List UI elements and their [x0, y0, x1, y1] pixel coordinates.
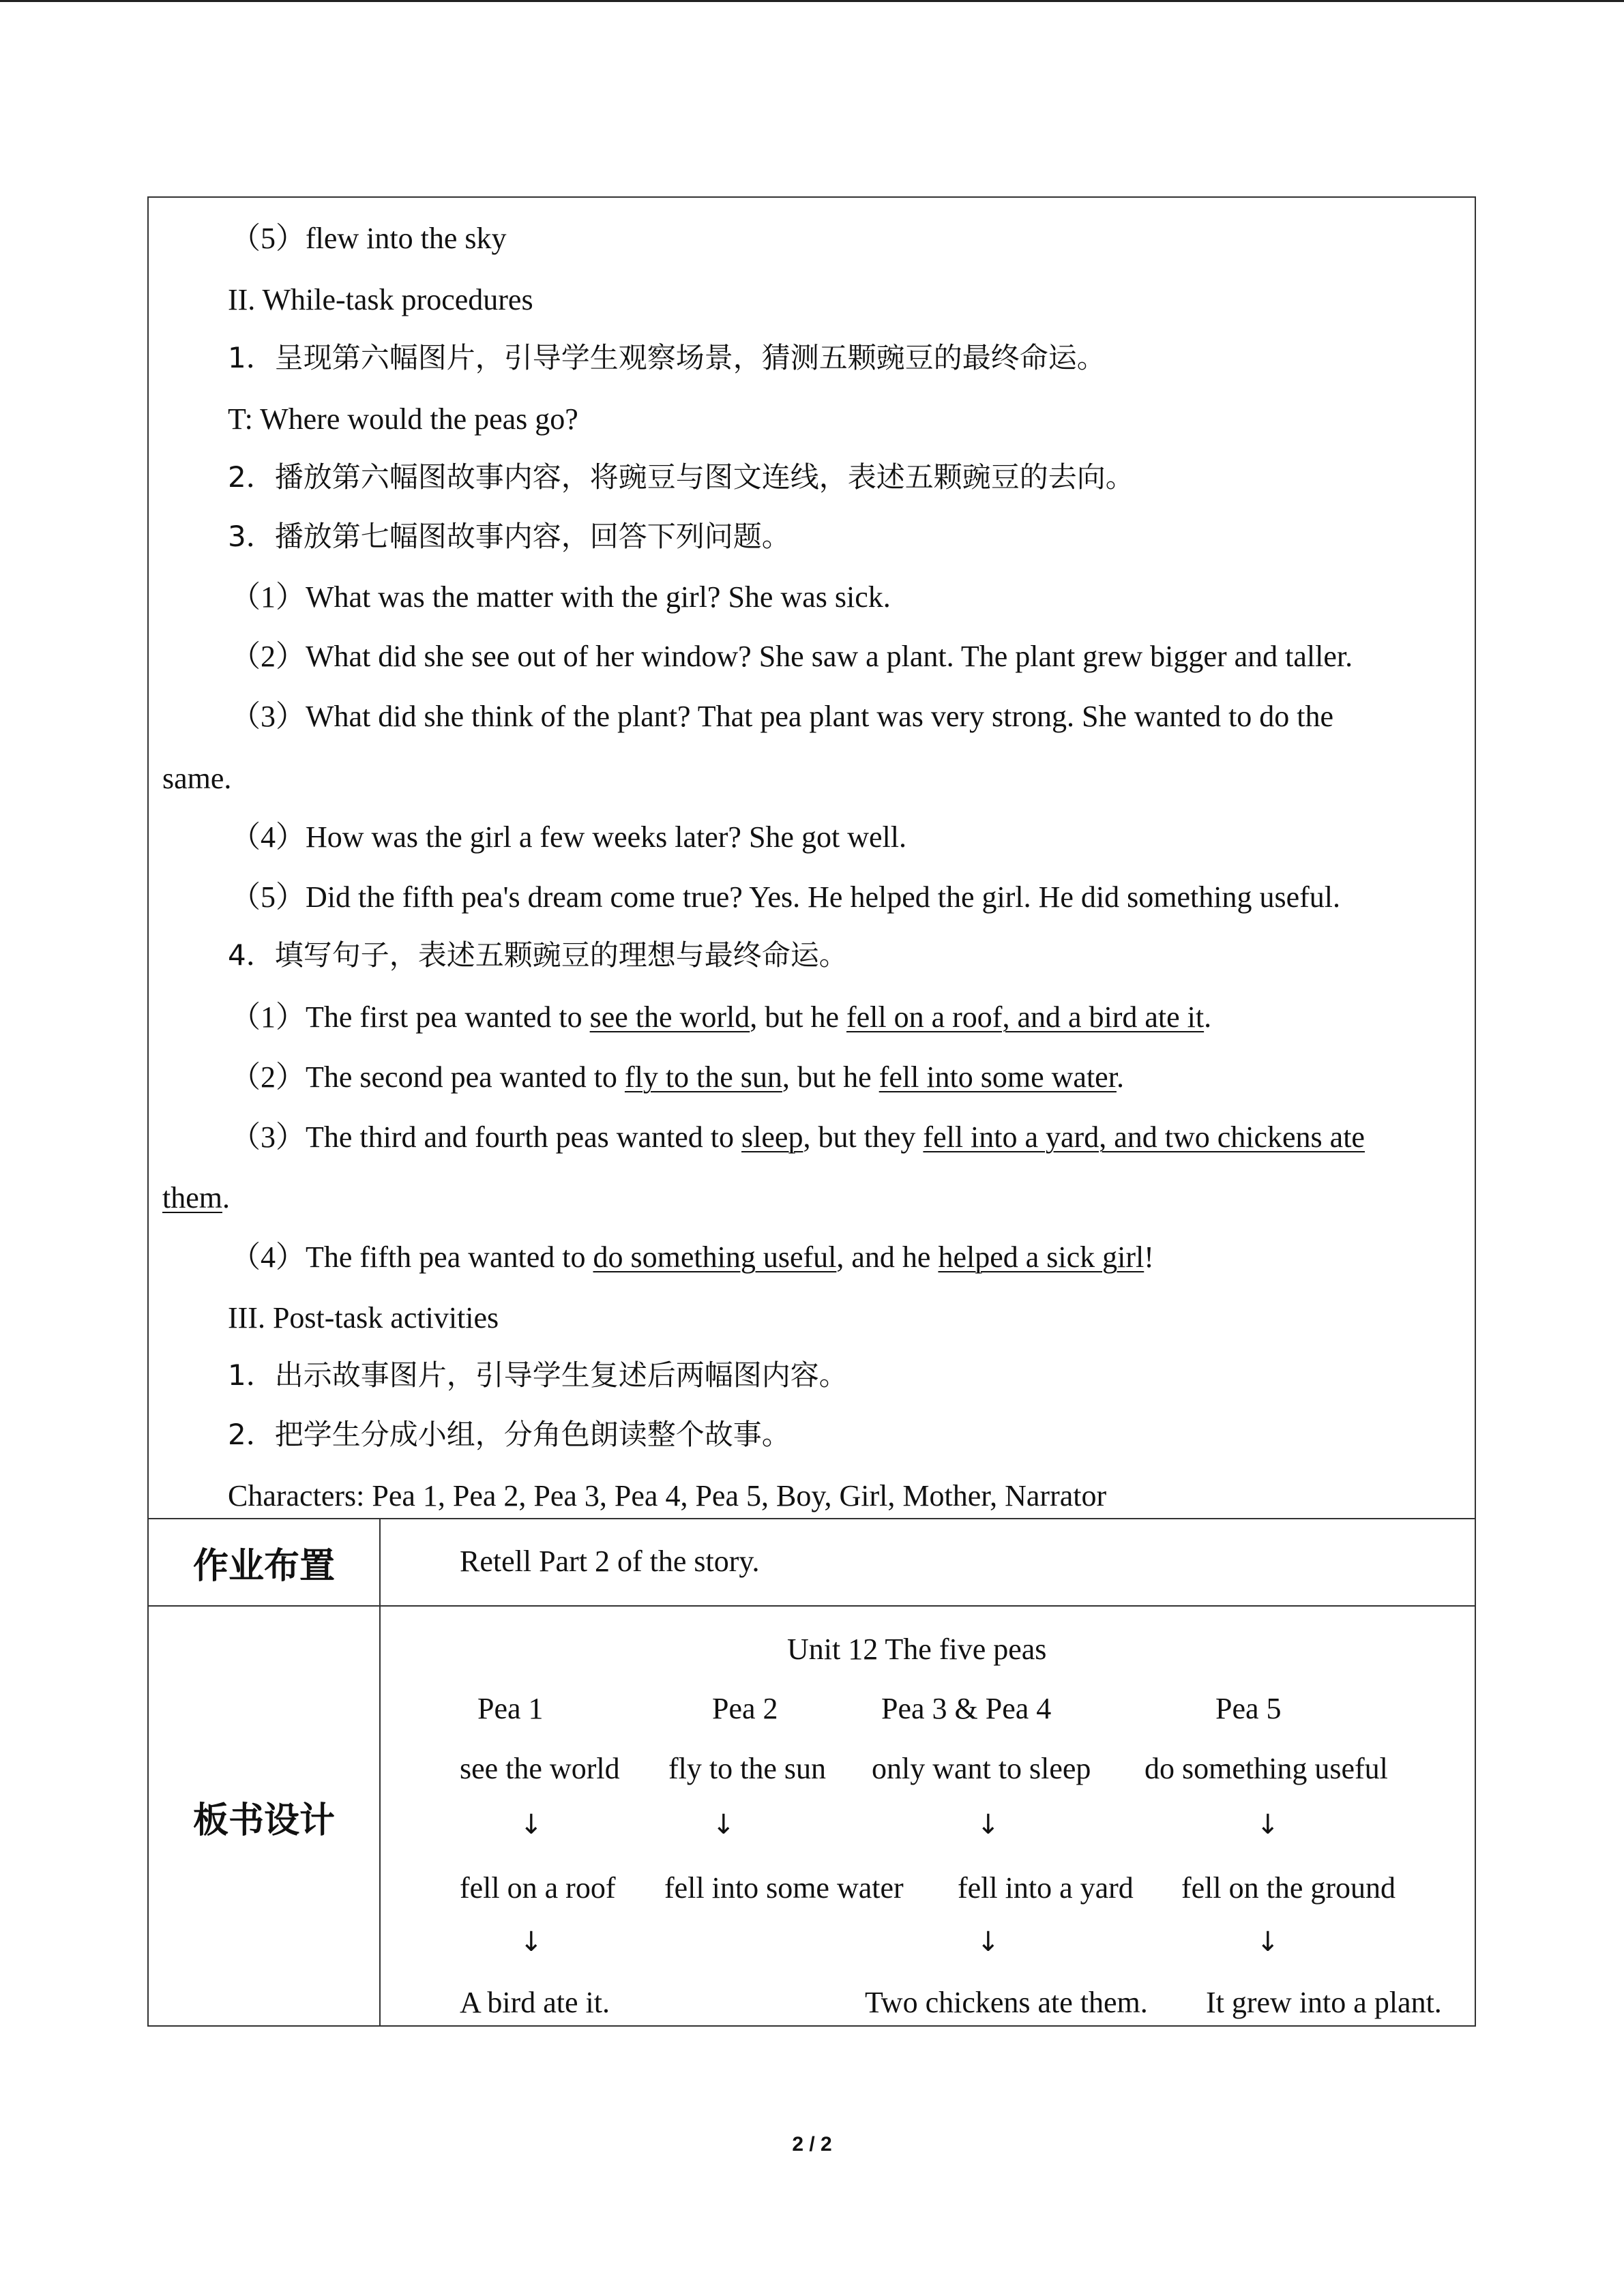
page-number: 2 / 2 — [792, 2133, 832, 2156]
board-fall-2: fell into some water — [664, 1871, 904, 1905]
fill-sentence-1 — [231, 997, 1211, 1038]
procedure-step: 1．出示故事图片，引导学生复述后两幅图内容。 — [228, 1358, 848, 1392]
procedure-step: 2．把学生分成小组，分角色朗读整个故事。 — [228, 1418, 791, 1451]
board-result-3: It grew into a plant. — [1206, 1986, 1442, 2019]
question-line: （4）How was the girl a few weeks later? She got well. — [231, 820, 906, 854]
fill-answer: fell into a yard, and two chickens ate — [923, 1120, 1365, 1154]
down-arrow-icon: ↓ — [1256, 1926, 1280, 1958]
fill-text: , but they — [803, 1120, 924, 1154]
fill-text: , but he — [750, 1000, 846, 1034]
fill-text: （4）The fifth pea wanted to — [231, 1240, 593, 1274]
fill-answer: fell on a roof, and a bird ate it — [846, 1000, 1205, 1034]
section-heading: II. While-task procedures — [228, 283, 533, 316]
fill-text: ! — [1144, 1240, 1154, 1274]
board-result-1: A bird ate it. — [460, 1986, 610, 2019]
board-pea-3-4: Pea 3 & Pea 4 — [881, 1692, 1052, 1725]
board-dream-2: fly to the sun — [668, 1752, 826, 1785]
board-label: 板书设计 — [192, 1800, 335, 1841]
fill-answer: them — [162, 1181, 222, 1214]
fill-sentence-3-cont — [162, 1178, 230, 1219]
board-title: Unit 12 The five peas — [787, 1632, 1047, 1666]
down-arrow-icon: ↓ — [1256, 1809, 1280, 1840]
board-fall-3: fell into a yard — [958, 1871, 1134, 1905]
procedure-step: 1．呈现第六幅图片，引导学生观察场景，猜测五颗豌豆的最终命运。 — [228, 341, 1106, 374]
board-dream-3: only want to sleep — [872, 1752, 1091, 1785]
fill-answer: fell into some water — [879, 1060, 1117, 1094]
down-arrow-icon: ↓ — [977, 1926, 1000, 1958]
down-arrow-icon: ↓ — [520, 1926, 543, 1958]
fill-answer: do something useful — [593, 1240, 837, 1274]
homework-label: 作业布置 — [192, 1545, 335, 1587]
procedure-line: （5）flew into the sky — [231, 222, 507, 255]
procedure-section — [149, 198, 1475, 1519]
board-pea-1: Pea 1 — [477, 1692, 544, 1725]
down-arrow-icon: ↓ — [977, 1809, 1000, 1840]
fill-sentence-3 — [231, 1117, 1365, 1158]
board-dream-4: do something useful — [1145, 1752, 1388, 1785]
page-top-rule — [0, 0, 1624, 2]
fill-text: . — [1116, 1060, 1124, 1094]
down-arrow-icon: ↓ — [712, 1809, 735, 1840]
board-result-2: Two chickens ate them. — [865, 1986, 1148, 2019]
board-fall-4: fell on the ground — [1181, 1871, 1396, 1905]
question-line: （3）What did she think of the plant? That pea plant was very strong. She wanted to do the — [231, 700, 1334, 733]
fill-answer: fly to the sun — [624, 1060, 782, 1094]
fill-text: , and he — [836, 1240, 939, 1274]
fill-text: . — [1204, 1000, 1212, 1034]
section-heading: III. Post-task activities — [228, 1301, 499, 1335]
board-fall-1: fell on a roof — [460, 1871, 616, 1905]
board-dream-1: see the world — [460, 1752, 620, 1785]
fill-sentence-4 — [231, 1237, 1154, 1278]
homework-text: Retell Part 2 of the story. — [460, 1545, 760, 1578]
board-pea-5: Pea 5 — [1215, 1692, 1282, 1725]
fill-text: . — [222, 1181, 230, 1214]
question-line: （1）What was the matter with the girl? She was sick. — [231, 580, 891, 614]
fill-text: （1）The first pea wanted to — [231, 1000, 590, 1034]
lesson-plan-table — [147, 196, 1476, 2027]
fill-text: （2）The second pea wanted to — [231, 1060, 625, 1094]
fill-answer: see the world — [589, 1000, 750, 1034]
procedure-step: 4．填写句子，表述五颗豌豆的理想与最终命运。 — [228, 938, 848, 972]
fill-answer: sleep — [741, 1120, 803, 1154]
characters-line: Characters: Pea 1, Pea 2, Pea 3, Pea 4, Pea 5, Boy, Girl, Mother, Narrator — [228, 1479, 1107, 1512]
table-column-divider — [379, 1519, 381, 2027]
procedure-step: 2．播放第六幅图故事内容，将豌豆与图文连线，表述五颗豌豆的去向。 — [228, 460, 1134, 494]
board-pea-2: Pea 2 — [712, 1692, 778, 1725]
down-arrow-icon: ↓ — [520, 1809, 543, 1840]
procedure-line: T: Where would the peas go? — [228, 402, 578, 436]
fill-text: , but he — [782, 1060, 879, 1094]
question-line: （5）Did the fifth pea's dream come true? Yes. He helped the girl. He did something useful. — [231, 880, 1340, 914]
procedure-step: 3．播放第七幅图故事内容，回答下列问题。 — [228, 520, 791, 553]
fill-text: （3）The third and fourth peas wanted to — [231, 1120, 742, 1154]
fill-answer: helped a sick girl — [938, 1240, 1145, 1274]
fill-sentence-2 — [231, 1057, 1124, 1098]
question-line: （2）What did she see out of her window? She saw a plant. The plant grew bigger and taller. — [231, 640, 1353, 673]
question-line-cont: same. — [162, 762, 232, 795]
